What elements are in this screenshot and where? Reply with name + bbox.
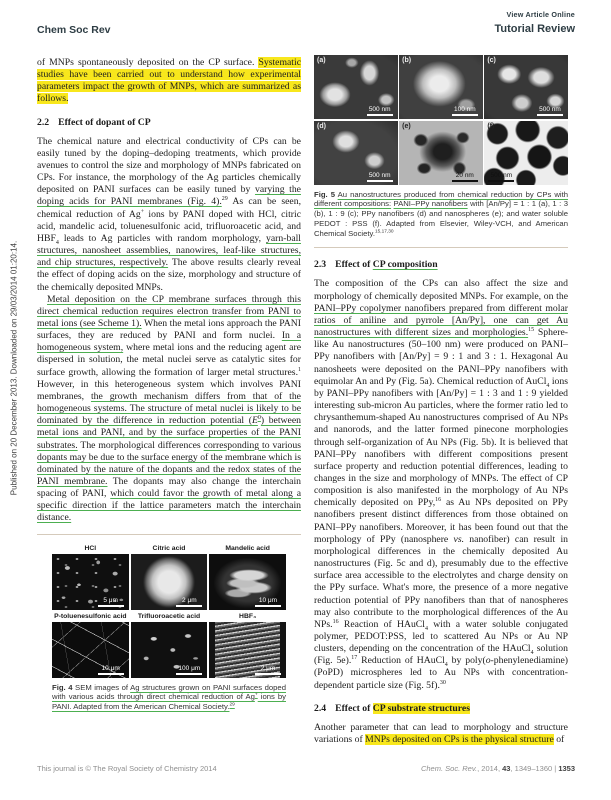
text-segment: Reaction of HAuCl <box>338 618 425 630</box>
fig5-panel-grid <box>314 55 568 185</box>
fig4-cell <box>209 542 286 610</box>
scale-label: 500 nm <box>368 106 391 114</box>
fig4-acid-label: P-toluenesulfonic acid <box>54 612 127 620</box>
scale-label: 10 μm <box>258 597 278 605</box>
text-segment: as Au NPs deposited on PPy nanofibers present distinct differences from those obtained on PANI–PPy nanofibers. Moreover, it has been found out that the morphology of PPy (nanosphere <box>314 497 568 545</box>
text-segment: 4 <box>546 382 550 389</box>
section-number: 2.4 <box>314 702 327 714</box>
scale-bar-line <box>452 180 478 182</box>
text-segment: leads to Ag particles with random morphology, <box>58 232 267 244</box>
scale-label: 500 nm <box>539 106 561 114</box>
scale-bar-line <box>98 673 124 675</box>
scale-bar <box>255 665 281 675</box>
fig4-acid-label: HCl <box>84 544 97 552</box>
fig4-cell <box>131 542 208 610</box>
text-segment: 15,17,30 <box>374 229 394 235</box>
section-divider <box>314 247 568 248</box>
text-segment: varying the doping acids for PANI membranes (Fig. 4). <box>37 184 301 208</box>
scale-bar-line <box>176 673 202 675</box>
text-segment: , 1349–1360 | <box>510 764 559 773</box>
text-segment: 16 <box>332 618 339 625</box>
text-segment: As can be seen, chemical reduction of Ag <box>37 196 302 220</box>
scale-bar <box>537 106 563 116</box>
scale-bar <box>488 172 514 182</box>
journal-title: Chem Soc Rev <box>37 24 111 36</box>
text-segment: Another parameter that can lead to morphology and structure variations of <box>314 721 568 745</box>
fig4-cell <box>52 542 129 610</box>
text-segment: 29 <box>229 702 235 708</box>
text-segment: PANI–PPy nanofibers <box>393 199 468 209</box>
scale-bar-line <box>452 114 478 116</box>
panel-letter-label: (f) <box>487 122 495 130</box>
text-segment: corresponding to various dopants may be due to the surface energy of the membrane which is dominated by the nature of the dopants and the redox states of the PANI membrane. <box>37 439 301 487</box>
text-segment: 16 <box>435 497 442 504</box>
text-segment: ions by PANI. Adapted from the American Chemical Society. <box>52 692 286 712</box>
publication-timestamp-sidebar: Published on 20 December 2013. Downloaded on 29/03/2014 01:20:14. <box>9 240 19 496</box>
article-type-label: Tutorial Review <box>494 23 575 35</box>
scale-bar <box>176 597 202 607</box>
text-segment: Effect of <box>335 702 373 714</box>
section-number: 2.2 <box>37 116 50 128</box>
text-segment: The composition of the CPs can also affect the size and morphology of chemically deposited MNPs. For example, on the <box>314 278 568 302</box>
text-segment: of <box>553 733 565 745</box>
section-heading-2-2 <box>37 117 301 129</box>
fig5-panel-3 <box>484 55 568 119</box>
text-segment: Reduction of HAuCl <box>357 655 445 667</box>
fig5-panel-6 <box>484 121 568 185</box>
text-segment: However, in this heterogeneous system which involves PANI membranes, <box>37 378 301 402</box>
paragraph <box>37 136 301 294</box>
text-segment: The dopants may also change the interchain spacing of PANI, <box>37 476 301 500</box>
scale-bar <box>176 665 202 675</box>
text-segment: by poly( <box>447 655 486 667</box>
panel-letter-label: (d) <box>317 122 326 130</box>
text-segment: In a homogeneous system, <box>37 330 301 354</box>
text-segment: vs. <box>453 533 465 545</box>
fig4-caption <box>52 683 286 712</box>
text-segment: o <box>485 655 491 667</box>
scale-bar <box>367 106 393 116</box>
page-footer <box>37 764 575 773</box>
text-segment: 4 <box>55 239 59 246</box>
scale-bar-line <box>367 180 393 182</box>
text-segment: 29 <box>221 196 228 203</box>
text-segment: 43 <box>502 764 511 773</box>
fig4-panel-6 <box>209 622 286 678</box>
text-segment: Effect of <box>335 259 373 271</box>
scale-bar <box>255 597 281 607</box>
text-segment: When the metal ions approach the PANI surfaces, they are reduced by PANI and form nuclei. <box>37 317 301 342</box>
fig4-cell <box>52 610 129 678</box>
section-heading-2-3 <box>314 259 568 271</box>
text-segment: + <box>140 208 145 215</box>
text-segment: Systematic studies have been carried out to understand how experimental parameters impact the growth of MNPs, which are summarized as follows. <box>37 57 301 105</box>
text-segment: ) between metal ions and PANI, and by the surface properties of the PANI substrates. <box>37 415 301 451</box>
text-segment: CP composition <box>372 259 438 271</box>
text-segment: Chem. Soc. Rev. <box>420 764 478 773</box>
scale-bar <box>98 597 124 607</box>
text-segment: which could favor the growth of metal along a specific direction if the lattice parameters match the interchain distance. <box>37 488 301 524</box>
scale-label: 10 μm <box>101 665 120 673</box>
fig5-panel-5 <box>399 121 483 185</box>
paragraph <box>314 278 568 691</box>
scale-bar-line <box>537 114 563 116</box>
footer-copyright: This journal is © The Royal Society of Chemistry 2014 <box>37 764 217 773</box>
panel-letter-label: (a) <box>317 57 326 64</box>
view-article-online-link[interactable]: View Article Online <box>506 10 575 19</box>
text-segment: 30 <box>439 679 446 686</box>
scale-label: 500 nm <box>490 171 513 179</box>
scale-label: 5 μm <box>103 597 118 605</box>
scale-bar <box>367 172 393 182</box>
fig4-cell <box>209 610 286 678</box>
scale-bar-line <box>255 673 281 675</box>
paragraph <box>314 722 568 746</box>
scale-label: 100 nm <box>453 106 476 114</box>
text-segment: ions by PANI doped with HCl, citric acid, mandelic acid, toluenesulfonic acid, trifluoroacetic acid, and HBF <box>37 208 301 244</box>
text-segment: , 2014, <box>477 764 503 773</box>
fig4-panel-5 <box>131 622 208 678</box>
fig4-panel-4 <box>52 622 129 678</box>
intro-paragraph <box>37 57 301 106</box>
text-segment: MNPs deposited on CPs is the physical structure <box>365 733 554 745</box>
text-segment: the growth mechanism differs from that of the homogeneous systems. The structure of metal nuclei is likely to be dominated by the difference in reduction potential ( <box>37 390 301 427</box>
fig4-panel-1 <box>52 554 129 610</box>
scale-bar <box>452 172 478 182</box>
text-segment: nanofiber) can result in morphological differences in the chemically deposited Au nanostructures (Fig. 5c and d), presumably due to the effective surface area accessible to the electrolytes and charge density on the PPy surface. What's more, the presence of a more negative reduction potential of PPy nanofibers than that of nanospheres may also contribute to the morphological differences of the Au NPs. <box>314 533 568 630</box>
text-segment: 4 <box>530 650 534 657</box>
fig5-panel-4 <box>314 121 398 185</box>
scale-label: 100 μm <box>178 665 201 673</box>
text-segment: + <box>254 692 258 698</box>
text-segment: with a water soluble conjugated polymer, PEDOT:PSS, led to scattered Au NPs or Au NP clusters, depending on the concentration of the HAuCl <box>314 618 568 655</box>
text-segment: 17 <box>351 655 358 662</box>
section-title <box>58 117 151 129</box>
scale-bar-line <box>98 605 124 607</box>
panel-letter-label: (e) <box>402 122 411 130</box>
scale-bar-line <box>176 605 202 607</box>
footer-citation <box>421 764 575 773</box>
fig4-cell <box>131 610 208 678</box>
figure-4 <box>52 542 286 712</box>
text-segment: The chemical nature and electrical conductivity of CPs can be easily tuned by the doping–dedoping treatments, which provide avenues to control the size and morphology of MNPs fabricated on CPs. For instance, the morphology of the Ag particles chemically deposited on PANI surfaces can be easily tuned by <box>37 135 301 196</box>
fig5-caption <box>314 190 568 239</box>
fig4-panel-2 <box>131 554 208 610</box>
text-segment: 4 <box>424 625 428 632</box>
text-segment: Metal deposition on the CP membrane surfaces through this direct chemical reduction requires electron transfer from PANI to metal ions (see Scheme 1). <box>37 293 301 329</box>
scale-label: 2 μm <box>260 665 276 673</box>
left-column <box>37 57 301 720</box>
scale-bar-line <box>255 605 281 607</box>
right-column <box>314 55 568 746</box>
text-segment: Au nanostructures produced from chemical reduction by CPs with different compositions: <box>314 189 569 209</box>
text-segment: 0 <box>257 414 261 421</box>
fig5-panel-1 <box>314 55 398 119</box>
text-segment: Sphere-like Au nanostructures (50–100 nm) were produced on PANI–PPy nanofibers with [An/Py] = 9 : 1 and 3 : 1. Hexagonal Au nanosheets were deposited on the PANI–PPy nanofibers with equimolar An and Py (Fig. 5a). Chemical reduction of AuCl <box>314 327 568 387</box>
text-segment: 1 <box>298 366 301 373</box>
text-segment: with [An/Py] = 1 : 1 (a), 1 : 3 (b), 1 : 9 (c); PPy nanofibers (d) and nanospheres (e); and water soluble PEDOT : PSS (f). Adapted from Elsevier, Wiley-VCH, and American Chemical Society. <box>314 199 568 238</box>
panel-letter-label: (c) <box>487 57 496 64</box>
fig5-panel-2 <box>399 55 483 119</box>
text-segment: where metal ions and the reducing agent are dispersed in solution, the metal nuclei serve as catalytic sites for surface growth, allowing the formation of larger metal structures. <box>37 342 301 378</box>
fig4-acid-label: Mandelic acid <box>225 544 270 552</box>
fig4-panel-3 <box>209 554 286 610</box>
scale-bar-line <box>367 114 393 116</box>
text-segment: PANI–PPy copolymer nanofibers prepared from different molar ratios of aniline and pyrrole [An/Py], one can get Au nanostructures with different sizes and morphologies. <box>314 302 568 339</box>
text-segment: CP substrate structures <box>372 702 470 714</box>
text-segment: Fig. 5 <box>314 189 335 199</box>
text-segment: E <box>251 415 258 427</box>
fig4-acid-label: Citric acid <box>152 544 186 552</box>
text-segment: The above results clearly reveal the effect of doping acids on the size, morphology and structure of the chemically deposited MNPs. <box>37 257 301 293</box>
section-title <box>335 259 438 271</box>
text-segment: of MNPs spontaneously deposited on the CP surface. <box>37 57 259 68</box>
text-segment: ions by PANI–PPy nanofibers with [An/Py] = 1 : 3 and 1 : 9 yielded interesting sub-micron Au particles, where the former ratio led to chrysanthemum-shaped Au nanostructures comprised of Au NPs and nanorods, and the latter formed pinecone morphologies through self-organization of Au NPs (Fig. 5b). It is believed that PANI–PPy nanofibers with different compositions present surface property and reduction potential differences, leading to changes in the size and morphology of MNPs. The effect of CP composition is also manifested in the morphology of Au NPs chemically deposited on PPy, <box>314 375 568 509</box>
panel-letter-label: (b) <box>402 57 412 64</box>
text-segment: Effect of dopant of CP <box>58 116 151 128</box>
fig4-panel-grid <box>52 542 286 678</box>
section-number: 2.3 <box>314 259 327 271</box>
text-segment: 4 <box>444 662 448 669</box>
text-segment: The morphological differences <box>77 439 204 451</box>
text-segment: solution (Fig. 5e). <box>314 643 568 667</box>
scale-bar-line <box>488 180 514 182</box>
paragraph <box>37 294 301 525</box>
fig4-acid-label: Trifluoroacetic acid <box>137 612 201 620</box>
section-title <box>335 703 470 715</box>
section-heading-2-4 <box>314 703 568 715</box>
text-segment: 1353 <box>558 764 575 773</box>
scale-bar <box>452 106 478 116</box>
text-segment: SEM images of <box>72 682 131 692</box>
scale-label: 2 μm <box>182 597 197 605</box>
scale-label: 20 nm <box>455 171 474 179</box>
scale-label: 500 nm <box>368 171 391 179</box>
text-segment: Ag structures grown on PANI surfaces doped with various acids through direct chemical reduction of Ag <box>52 682 286 702</box>
text-segment: yarn-ball structures, nanosheet assemblies, nanowires, leaf-like structures, and chip structures, respectively. <box>37 232 301 269</box>
text-segment: 15 <box>528 326 535 333</box>
text-segment: -phenylenediamine) (PoPD) microspheres led to Au NPs with concentration-dependent particle size (Fig. 5f). <box>314 655 568 691</box>
figure-divider <box>37 534 301 535</box>
fig4-acid-label: HBF₄ <box>239 612 257 620</box>
scale-bar <box>98 665 124 675</box>
text-segment: Fig. 4 <box>52 682 73 692</box>
figure-5 <box>314 55 568 238</box>
